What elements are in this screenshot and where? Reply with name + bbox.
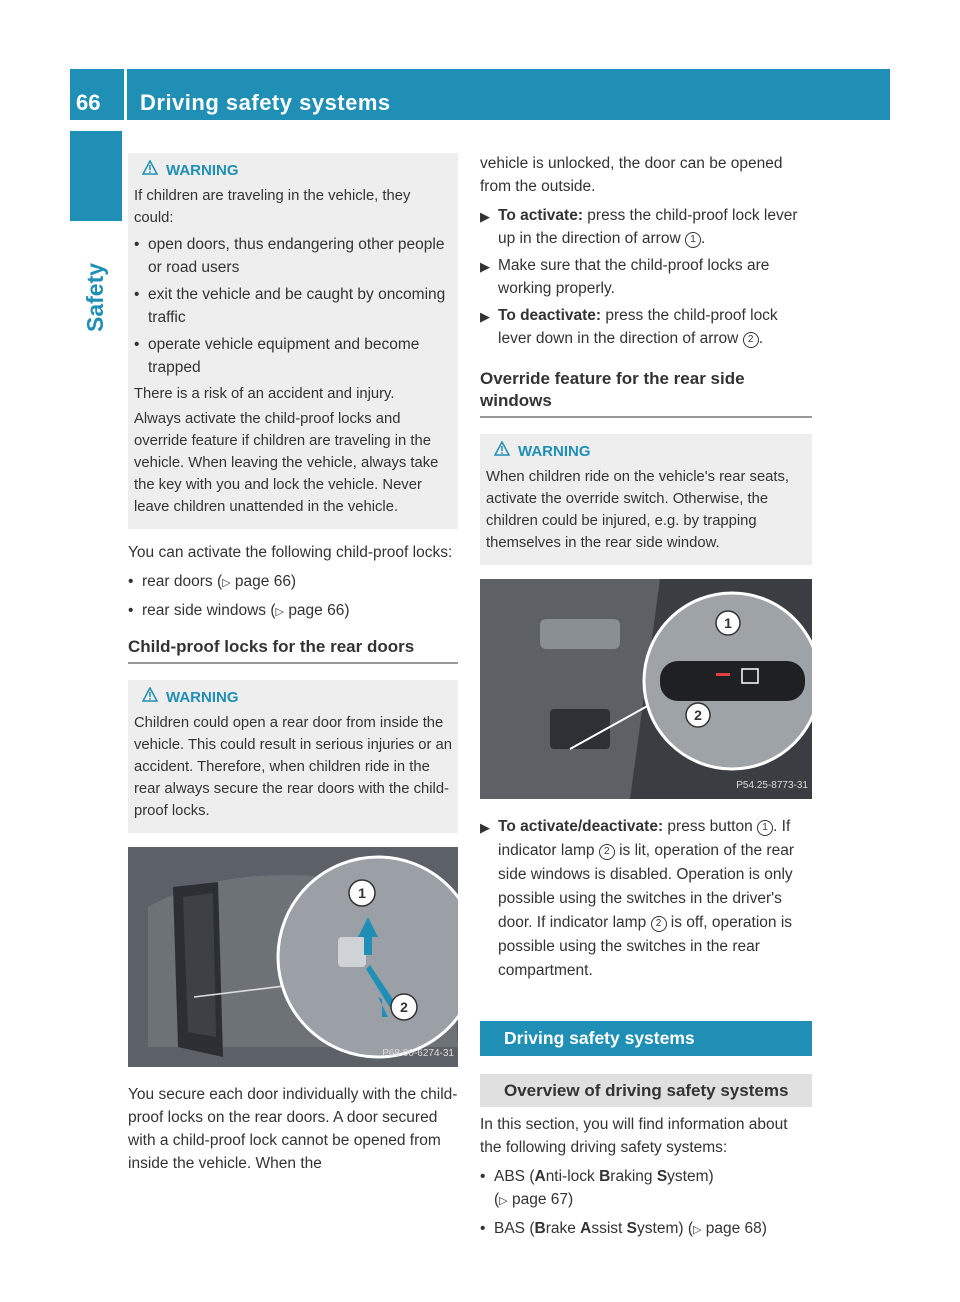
instruction-step: ▶ To deactivate: press the child-proof lock lever down in the direction of arrow 2 . bbox=[480, 307, 778, 347]
left-column bbox=[128, 153, 458, 1181]
warning-advice: Always activate the child-proof locks and override feature if children are traveling in the vehicle. When leaving the vehicle, always take the key with you and lock the vehicle. Never leave children unattended in the vehicle. bbox=[134, 411, 439, 515]
section-band-title: Driving safety systems bbox=[480, 1021, 812, 1056]
photo-callout: 2 bbox=[400, 999, 408, 1015]
photo-caption: P68.00-6274-31 bbox=[382, 1048, 454, 1059]
page-ref-triangle-icon: ▷ bbox=[499, 1195, 508, 1207]
page-ref-link[interactable]: page 67) bbox=[511, 1191, 574, 1208]
page-ref-link[interactable]: page 68) bbox=[705, 1220, 767, 1237]
page-ref-triangle-icon: ▷ bbox=[692, 1224, 702, 1236]
instruction-arrow-icon: ▶ bbox=[480, 209, 490, 224]
list-item: • rear doors (▷ page 66) bbox=[128, 570, 458, 595]
override-switch-photo bbox=[480, 579, 812, 799]
warning-box-rear-doors bbox=[128, 680, 458, 833]
page-number: 66 bbox=[76, 90, 101, 115]
list-item: • BAS (Brake Assist System) (▷ page 68) bbox=[480, 1217, 812, 1242]
warning-box-children bbox=[128, 153, 458, 529]
side-tab bbox=[70, 131, 122, 221]
warning-box-override bbox=[480, 434, 812, 565]
page-ref-triangle-icon: ▷ bbox=[222, 577, 231, 589]
warning-risk: There is a risk of an accident and injury. bbox=[134, 386, 395, 402]
photo-callout: 1 bbox=[724, 615, 732, 631]
instruction-step: ▶ Make sure that the child-proof locks are working properly. bbox=[480, 257, 770, 297]
right-column bbox=[480, 152, 812, 1246]
list-item: • operate vehicle equipment and become trapped bbox=[134, 333, 452, 379]
section-title-override: Override feature for the rear side windows bbox=[480, 368, 812, 418]
section-title-rear-doors: Child-proof locks for the rear doors bbox=[128, 636, 458, 664]
body-text: You secure each door individually with the child-proof locks on the rear doors. A door secured with a child-proof lock cannot be opened from inside the vehicle. When the bbox=[128, 1086, 458, 1172]
instruction-arrow-icon: ▶ bbox=[480, 820, 490, 835]
warning-intro: If children are traveling in the vehicle, they could: bbox=[134, 188, 411, 226]
photo-callout: 1 bbox=[358, 885, 366, 901]
photo-callout: 2 bbox=[694, 707, 702, 723]
header-divider bbox=[124, 69, 127, 120]
instruction-step: ▶ To activate: press the child-proof lock lever up in the direction of arrow 1 . bbox=[480, 207, 798, 247]
list-item: • rear side windows (▷ page 66) bbox=[128, 599, 458, 624]
child-lock-door-photo bbox=[128, 847, 458, 1067]
instruction-arrow-icon: ▶ bbox=[480, 309, 490, 324]
warning-triangle-icon bbox=[494, 440, 512, 463]
warning-triangle-icon bbox=[142, 686, 160, 709]
warning-triangle-icon bbox=[142, 159, 160, 182]
page-title: Driving safety systems bbox=[140, 90, 391, 115]
page-ref-triangle-icon: ▷ bbox=[275, 606, 284, 618]
warning-text: Children could open a rear door from inside the vehicle. This could result in serious injuries or an accident. Therefore, when children ride in the rear always secure the rear doors with the child-proof locks. bbox=[134, 715, 453, 819]
list-item: • ABS (Anti-lock Braking System) (▷ page 67) bbox=[480, 1165, 812, 1213]
locks-intro: You can activate the following child-proof locks: bbox=[128, 544, 453, 561]
photo-caption: P54.25-8773-31 bbox=[736, 780, 808, 791]
list-item: • exit the vehicle and be caught by oncoming traffic bbox=[134, 283, 452, 329]
page-ref-link[interactable]: page 66) bbox=[288, 602, 350, 619]
warning-text: When children ride on the vehicle's rear seats, activate the override switch. Otherwise, the children could be injured, e.g. by trapping themselves in the rear side window. bbox=[486, 469, 790, 551]
overview-intro: In this section, you will find information about the following driving safety systems: bbox=[480, 1116, 788, 1156]
warning-title: WARNING bbox=[518, 443, 591, 460]
instruction-step: ▶ To activate/deactivate: press button 1 . If indicator lamp 2 is lit, operation of the rear side windows is disabled. Operation is only possible using the switches in the driver's door. If indicator lamp 2 is off, operation is possible using the switches in the rear compartment. bbox=[480, 818, 795, 979]
body-continued: vehicle is unlocked, the door can be opened from the outside. bbox=[480, 155, 783, 195]
subsection-band-title: Overview of driving safety systems bbox=[480, 1074, 812, 1107]
warning-title: WARNING bbox=[166, 689, 239, 706]
warning-title: WARNING bbox=[166, 162, 239, 179]
side-section-label: Safety bbox=[82, 262, 108, 332]
page-ref-link[interactable]: page 66) bbox=[234, 573, 297, 590]
instruction-arrow-icon: ▶ bbox=[480, 259, 490, 274]
list-item: • open doors, thus endangering other people or road users bbox=[134, 233, 452, 279]
